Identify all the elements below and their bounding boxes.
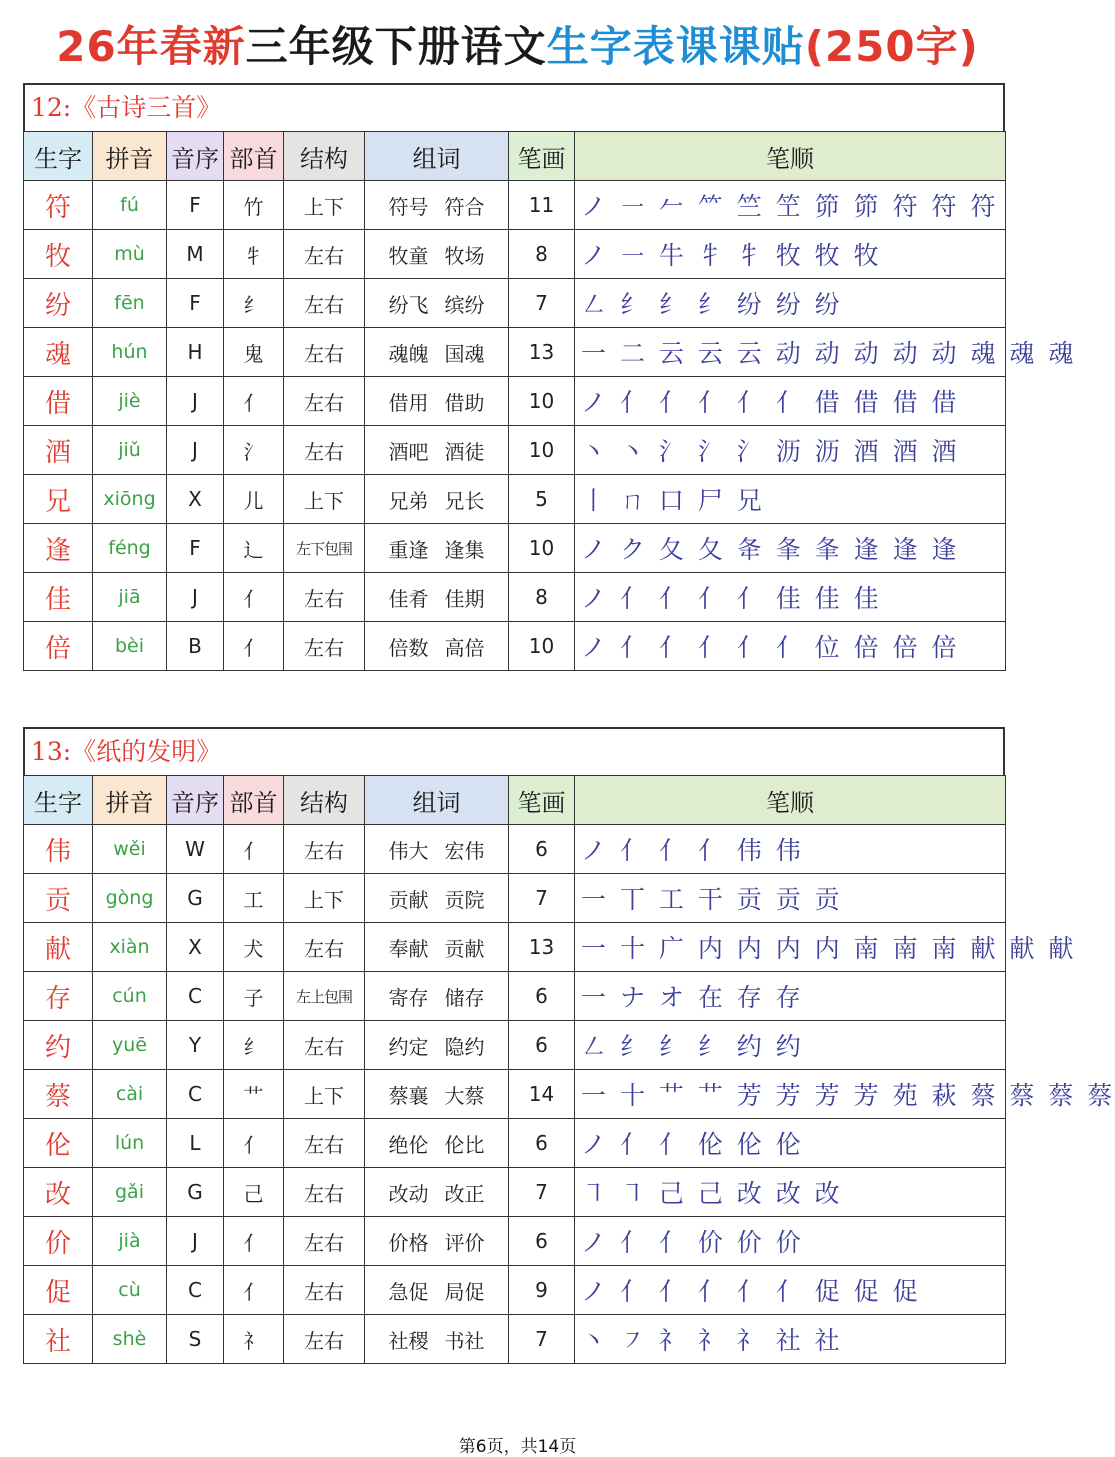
header-pinyin: 拼音 [93,132,167,181]
cell-words [365,181,509,230]
cell-pinyin: wěi [93,825,167,874]
header-structure: 结构 [284,776,365,825]
cell-words [365,1266,509,1315]
character-table [23,131,1077,671]
cell-character: 魂 [24,328,93,377]
cell-stroke-order: ㇜ 纟 纟 纟 约 约 [575,1021,1006,1070]
cell-structure: 左右 [284,377,365,426]
cell-character: 改 [24,1168,93,1217]
word-2: 储存 [444,985,485,1010]
cell-pinyin: jiè [93,377,167,426]
word-2: 逢集 [444,537,485,562]
character-table [23,775,1115,1364]
cell-stroke-count: 7 [509,279,575,328]
cell-character: 伦 [24,1119,93,1168]
cell-pinyin: bèi [93,622,167,671]
cell-pinyin: cù [93,1266,167,1315]
table-row [24,1217,1006,1266]
table-row [24,1021,1006,1070]
word-2: 酒徒 [444,439,485,464]
cell-structure: 左右 [284,1315,365,1364]
cell-structure: 上下 [284,874,365,923]
cell-character: 献 [24,923,93,972]
cell-initial: F [167,524,224,573]
header-stroke-order: 笔顺 [575,776,1006,825]
lesson-section [23,83,1077,671]
cell-stroke-order: ノ 亻 亻 价 价 价 [575,1217,1006,1266]
cell-structure: 左右 [284,1266,365,1315]
cell-pinyin: mù [93,230,167,279]
cell-radical: 子 [224,972,284,1021]
header-strokes: 笔画 [509,776,575,825]
word-1: 酒吧 [388,439,429,464]
cell-initial: G [167,1168,224,1217]
word-1: 社稷 [388,1328,429,1353]
cell-initial: C [167,972,224,1021]
cell-initial: J [167,377,224,426]
cell-words [365,426,509,475]
cell-initial: S [167,1315,224,1364]
title-part-count: (250字) [804,22,979,71]
word-1: 魂魄 [388,341,429,366]
cell-stroke-count: 13 [509,923,575,972]
cell-pinyin: yuē [93,1021,167,1070]
word-1: 符号 [388,194,429,219]
cell-stroke-count: 8 [509,230,575,279]
cell-stroke-order: ノ 亻 亻 亻 亻 亻 借 借 借 借 [575,377,1006,426]
cell-character: 纷 [24,279,93,328]
cell-stroke-count: 10 [509,377,575,426]
cell-radical: 亻 [224,377,284,426]
table-row [24,972,1006,1021]
cell-pinyin: xiōng [93,475,167,524]
cell-initial: J [167,573,224,622]
cell-stroke-order: ノ 亻 亻 亻 亻 佳 佳 佳 [575,573,1006,622]
word-2: 书社 [444,1328,485,1353]
cell-radical: 礻 [224,1315,284,1364]
word-2: 贡献 [444,936,485,961]
cell-initial: X [167,923,224,972]
word-1: 兄弟 [388,488,429,513]
cell-stroke-order: ノ 亻 亻 亻 亻 亻 位 倍 倍 倍 [575,622,1006,671]
table-row [24,1168,1006,1217]
cell-pinyin: gòng [93,874,167,923]
word-2: 高倍 [444,635,485,660]
header-pinyin: 拼音 [93,776,167,825]
cell-structure: 左右 [284,1021,365,1070]
cell-stroke-order: ノ ク 夂 夂 夅 夆 夆 逢 逢 逢 [575,524,1006,573]
word-2: 大蔡 [444,1083,485,1108]
cell-stroke-count: 6 [509,1119,575,1168]
table-body [24,181,1077,671]
cell-structure: 左右 [284,825,365,874]
cell-radical: 亻 [224,573,284,622]
word-2: 局促 [444,1279,485,1304]
cell-stroke-count: 14 [509,1070,575,1119]
cell-initial: C [167,1266,224,1315]
cell-stroke-count: 7 [509,1168,575,1217]
word-2: 缤纷 [444,292,485,317]
cell-initial: H [167,328,224,377]
word-2: 国魂 [444,341,485,366]
table-row [24,377,1006,426]
table-row [24,1266,1006,1315]
cell-character: 符 [24,181,93,230]
cell-radical: 己 [224,1168,284,1217]
cell-stroke-count: 10 [509,524,575,573]
cell-words [365,923,509,972]
cell-character: 价 [24,1217,93,1266]
cell-initial: L [167,1119,224,1168]
cell-character: 蔡 [24,1070,93,1119]
cell-structure: 左右 [284,622,365,671]
word-1: 重逢 [388,537,429,562]
word-1: 伟大 [388,838,429,863]
word-1: 纷飞 [388,292,429,317]
cell-initial: B [167,622,224,671]
cell-character: 倍 [24,622,93,671]
cell-pinyin: lún [93,1119,167,1168]
cell-structure: 左右 [284,1217,365,1266]
cell-structure: 左右 [284,1119,365,1168]
word-1: 倍数 [388,635,429,660]
table-row [24,1315,1006,1364]
cell-radical: 亻 [224,1119,284,1168]
cell-words [365,825,509,874]
word-2: 符合 [444,194,485,219]
table-row [24,1070,1006,1119]
cell-radical: 儿 [224,475,284,524]
cell-words [365,1168,509,1217]
cell-stroke-order: 一 十 广 内 内 内 内 南 南 南 献 献 献 [575,923,1006,972]
cell-words [365,972,509,1021]
cell-radical: 亻 [224,622,284,671]
cell-character: 存 [24,972,93,1021]
cell-stroke-order: 一 十 艹 艹 芳 芳 芳 芳 苑 萩 蔡 蔡 蔡 蔡 [575,1070,1006,1119]
cell-pinyin: jiǔ [93,426,167,475]
table-row [24,825,1006,874]
cell-words [365,524,509,573]
cell-stroke-count: 11 [509,181,575,230]
cell-character: 伟 [24,825,93,874]
word-1: 蔡襄 [388,1083,429,1108]
cell-stroke-order: ノ 亻 亻 亻 亻 亻 促 促 促 [575,1266,1006,1315]
header-stroke-order: 笔顺 [575,132,1006,181]
cell-radical: 艹 [224,1070,284,1119]
word-1: 奉献 [388,936,429,961]
cell-radical: 亻 [224,1266,284,1315]
cell-pinyin: fēn [93,279,167,328]
word-2: 改正 [444,1181,485,1206]
cell-words [365,377,509,426]
cell-stroke-count: 10 [509,622,575,671]
cell-radical: 工 [224,874,284,923]
word-1: 改动 [388,1181,429,1206]
word-2: 伦比 [444,1132,485,1157]
cell-initial: W [167,825,224,874]
cell-stroke-order: 一 二 云 云 云 动 动 动 动 动 魂 魂 魂 [575,328,1006,377]
cell-words [365,1119,509,1168]
cell-character: 约 [24,1021,93,1070]
cell-structure: 左下包围 [284,524,365,573]
header-initial: 音序 [167,132,224,181]
cell-structure: 左右 [284,1168,365,1217]
cell-structure: 左右 [284,230,365,279]
cell-stroke-order: 一 丅 工 干 贡 贡 贡 [575,874,1006,923]
table-row [24,923,1006,972]
cell-character: 借 [24,377,93,426]
cell-stroke-count: 5 [509,475,575,524]
cell-stroke-count: 6 [509,1021,575,1070]
cell-initial: F [167,279,224,328]
cell-initial: J [167,426,224,475]
cell-character: 逢 [24,524,93,573]
word-2: 牧场 [444,243,485,268]
cell-structure: 左上包围 [284,972,365,1021]
cell-pinyin: xiàn [93,923,167,972]
cell-radical: 竹 [224,181,284,230]
title-part-doc: 生字表课课贴 [546,22,805,71]
cell-character: 社 [24,1315,93,1364]
cell-stroke-order: ノ ㇐ 牛 牜 牜 牧 牧 牧 [575,230,1006,279]
title-part-subject: 三年级下册语文 [245,22,547,71]
table-header-row [24,132,1006,181]
cell-stroke-count: 6 [509,1217,575,1266]
cell-structure: 上下 [284,181,365,230]
cell-words [365,1021,509,1070]
lesson-title: 12:《古诗三首》 [23,83,1005,131]
table-row [24,181,1006,230]
word-1: 借用 [388,390,429,415]
cell-initial: X [167,475,224,524]
table-row [24,524,1006,573]
cell-stroke-count: 9 [509,1266,575,1315]
cell-character: 酒 [24,426,93,475]
cell-character: 贡 [24,874,93,923]
header-initial: 音序 [167,776,224,825]
header-words: 组词 [365,132,509,181]
cell-structure: 上下 [284,1070,365,1119]
cell-pinyin: féng [93,524,167,573]
page-title [0,14,1035,74]
word-1: 牧童 [388,243,429,268]
cell-initial: F [167,181,224,230]
cell-radical: 亻 [224,825,284,874]
cell-stroke-count: 6 [509,825,575,874]
table-row [24,1119,1006,1168]
cell-words [365,1217,509,1266]
cell-stroke-order: 丶 丶 氵 氵 氵 沥 沥 酒 酒 酒 [575,426,1006,475]
cell-stroke-count: 13 [509,328,575,377]
cell-radical: 辶 [224,524,284,573]
cell-stroke-count: 7 [509,1315,575,1364]
cell-pinyin: cún [93,972,167,1021]
table-row [24,874,1006,923]
header-radical: 部首 [224,776,284,825]
cell-initial: M [167,230,224,279]
cell-radical: 纟 [224,1021,284,1070]
cell-pinyin: fú [93,181,167,230]
cell-character: 兄 [24,475,93,524]
word-1: 约定 [388,1034,429,1059]
lesson-section [23,727,1115,1364]
table-row [24,573,1006,622]
cell-words [365,622,509,671]
cell-pinyin: cài [93,1070,167,1119]
word-2: 隐约 [444,1034,485,1059]
cell-radical: 鬼 [224,328,284,377]
word-2: 评价 [444,1230,485,1255]
cell-words [365,328,509,377]
page-number: 第6页，共14页 [458,1437,577,1457]
table-body [24,825,1115,1364]
table-row [24,230,1006,279]
cell-stroke-order: ㇕ ㇕ 己 己 改 改 改 [575,1168,1006,1217]
table-header-row [24,776,1006,825]
cell-stroke-order: ノ 亻 亻 伦 伦 伦 [575,1119,1006,1168]
word-1: 价格 [388,1230,429,1255]
cell-pinyin: jià [93,1217,167,1266]
cell-radical: 纟 [224,279,284,328]
word-2: 兄长 [444,488,485,513]
cell-character: 促 [24,1266,93,1315]
word-2: 宏伟 [444,838,485,863]
table-row [24,328,1006,377]
word-2: 贡院 [444,887,485,912]
cell-stroke-count: 8 [509,573,575,622]
word-1: 贡献 [388,887,429,912]
cell-stroke-order: 丶 ㇇ 礻 礻 礻 社 社 [575,1315,1006,1364]
cell-words [365,874,509,923]
cell-words [365,230,509,279]
cell-words [365,279,509,328]
cell-stroke-order: ノ ㇐ 𠂉 ⺮ 竺 笁 笷 笷 符 符 符 [575,181,1006,230]
cell-initial: Y [167,1021,224,1070]
cell-structure: 左右 [284,426,365,475]
cell-pinyin: hún [93,328,167,377]
cell-words [365,475,509,524]
table-row [24,475,1006,524]
cell-character: 牧 [24,230,93,279]
cell-stroke-count: 10 [509,426,575,475]
word-2: 佳期 [444,586,485,611]
cell-words [365,1070,509,1119]
cell-structure: 左右 [284,279,365,328]
cell-structure: 左右 [284,328,365,377]
header-radical: 部首 [224,132,284,181]
lesson-title: 13:《纸的发明》 [23,727,1005,775]
cell-pinyin: shè [93,1315,167,1364]
table-row [24,279,1006,328]
cell-character: 佳 [24,573,93,622]
word-1: 寄存 [388,985,429,1010]
cell-stroke-order: 丨 ㄇ 口 尸 兄 [575,475,1006,524]
header-character: 生字 [24,132,93,181]
word-1: 急促 [388,1279,429,1304]
title-part-grade-year: 26年春新 [56,22,246,71]
table-row [24,622,1006,671]
table-row [24,426,1006,475]
cell-stroke-count: 7 [509,874,575,923]
word-1: 绝伦 [388,1132,429,1157]
cell-stroke-count: 6 [509,972,575,1021]
cell-words [365,573,509,622]
cell-pinyin: gǎi [93,1168,167,1217]
header-words: 组词 [365,776,509,825]
cell-radical: 牜 [224,230,284,279]
cell-initial: J [167,1217,224,1266]
cell-initial: G [167,874,224,923]
header-character: 生字 [24,776,93,825]
word-1: 佳肴 [388,586,429,611]
cell-structure: 上下 [284,475,365,524]
cell-structure: 左右 [284,923,365,972]
cell-structure: 左右 [284,573,365,622]
cell-radical: 氵 [224,426,284,475]
cell-words [365,1315,509,1364]
word-2: 借助 [444,390,485,415]
cell-radical: 犬 [224,923,284,972]
header-structure: 结构 [284,132,365,181]
cell-pinyin: jiā [93,573,167,622]
cell-radical: 亻 [224,1217,284,1266]
cell-stroke-order: ノ 亻 亻 亻 伟 伟 [575,825,1006,874]
cell-stroke-order: ㇜ 纟 纟 纟 纷 纷 纷 [575,279,1006,328]
cell-initial: C [167,1070,224,1119]
header-strokes: 笔画 [509,132,575,181]
cell-stroke-order: 一 ナ オ 在 存 存 [575,972,1006,1021]
